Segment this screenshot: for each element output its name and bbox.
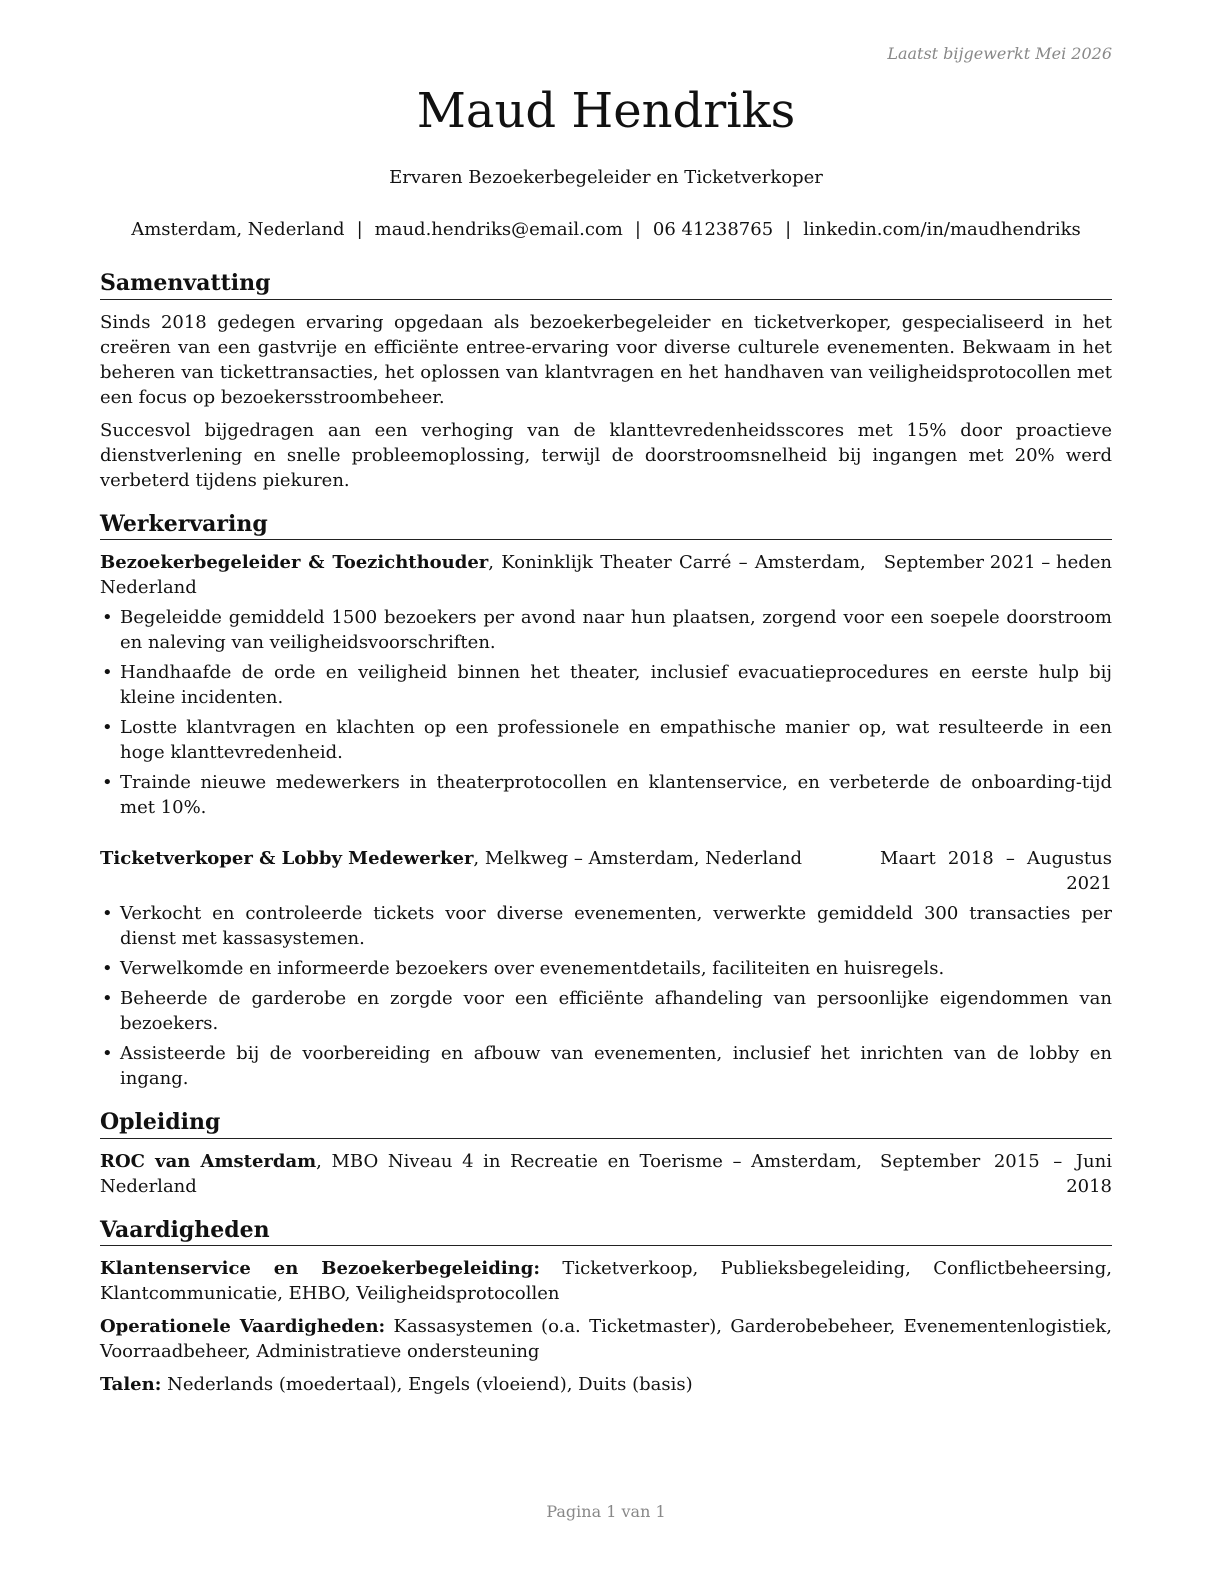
headline: Ervaren Bezoekerbegeleider en Ticketverkoper: [389, 167, 823, 188]
skill-group-label: Talen:: [100, 1374, 162, 1395]
job-entry: [100, 550, 1112, 820]
education-dates: September 2015 – Juni 2018: [880, 1150, 1112, 1197]
contact-email[interactable]: maud.hendriks@email.com: [374, 219, 623, 240]
skill-group-label: Operationele Vaardigheden:: [100, 1316, 386, 1337]
job-title-line: [100, 846, 880, 896]
job-header: [100, 550, 1112, 600]
page-number: Pagina 1 van 1: [546, 1502, 666, 1521]
contact-line: [100, 219, 1112, 240]
job-bullet: • Handhaafde de orde en veiligheid binnen het theater, inclusief evacuatieprocedures en eerste hulp bij kleine incidenten.: [100, 660, 1112, 710]
skills-section: [100, 1217, 1112, 1398]
job-header: [100, 846, 1112, 896]
contact-separator: |: [634, 219, 641, 240]
section-title-experience: Werkervaring: [100, 511, 1112, 541]
education-header: [100, 1149, 1112, 1199]
skill-group-value: Ticketverkoop, Publieksbegeleiding, Conflictbeheersing, Klantcommunicatie, EHBO, Veiligheidsprotocollen: [100, 1258, 1112, 1304]
job-dates: September 2021 – heden: [883, 552, 1112, 573]
job-bullet-list: [100, 901, 1112, 1091]
job-bullet: • Assisteerde bij de voorbereiding en afbouw van evenementen, inclusief het inrichten van de lobby en ingang.: [100, 1041, 1112, 1091]
job-entry: [100, 846, 1112, 1091]
section-title-education: Opleiding: [100, 1109, 1112, 1139]
education-school: ROC van Amsterdam: [100, 1150, 317, 1172]
resume-page: [100, 0, 1112, 1584]
education-program: , MBO Niveau 4 in Recreatie en Toerisme – Amsterdam, Nederland: [100, 1150, 862, 1197]
section-title-summary: Samenvatting: [100, 270, 1112, 300]
job-bullet: • Beheerde de garderobe en zorgde voor een efficiënte afhandeling van persoonlijke eigendommen van bezoekers.: [100, 986, 1112, 1036]
job-bullet: • Verkocht en controleerde tickets voor diverse evenementen, verwerkte gemiddeld 300 transacties per dienst met kassasystemen.: [100, 901, 1112, 951]
skill-group-value: Kassasystemen (o.a. Ticketmaster), Garderobebeheer, Evenementenlogistiek, Voorraadbeheer, Administratieve ondersteuning: [100, 1316, 1112, 1362]
job-bullet: • Verwelkomde en informeerde bezoekers over evenementdetails, faciliteiten en huisregels.: [100, 956, 1112, 981]
job-role: Ticketverkoper & Lobby Medewerker: [100, 848, 474, 869]
job-employer: , Melkweg – Amsterdam, Nederland: [473, 848, 802, 869]
education-section: [100, 1109, 1112, 1199]
resume-content: [100, 270, 1112, 1415]
job-bullet: • Trainde nieuwe medewerkers in theaterprotocollen en klantenservice, en verbeterde de onboarding-tijd met 10%.: [100, 770, 1112, 820]
job-dates: Maart 2018 – Augustus 2021: [880, 848, 1112, 894]
job-role: Bezoekerbegeleider & Toezichthouder: [100, 552, 489, 573]
summary-paragraph: Sinds 2018 gedegen ervaring opgedaan als bezoekerbegeleider en ticketverkoper, gespecialiseerd in het creëren van een gastvrije en efficiënte entree-ervaring voor diverse culturele evenementen. Bekwaam in het beheren van tickettransacties, het oplossen van klantvragen en het handhaven van veiligheidsprotocollen met een focus op bezoekersstroombeheer.: [100, 311, 1112, 408]
skill-group-label: Klantenservice en Bezoekerbegeleiding:: [100, 1258, 540, 1279]
contact-phone: 06 41238765: [652, 219, 774, 240]
summary-paragraph: Succesvol bijgedragen aan een verhoging van de klanttevredenheidsscores met 15% door proactieve dienstverlening en snelle probleemoplossing, terwijl de doorstroomsnelheid bij ingangen met 20% werd verbeterd tijdens piekuren.: [100, 419, 1112, 491]
contact-linkedin[interactable]: linkedin.com/in/maudhendriks: [803, 219, 1081, 240]
education-entry: [100, 1149, 1112, 1199]
job-bullet: • Begeleidde gemiddeld 1500 bezoekers per avond naar hun plaatsen, zorgend voor een soepele doorstroom en naleving van veiligheidsvoorschriften.: [100, 605, 1112, 655]
skill-group-value: Nederlands (moedertaal), Engels (vloeiend), Duits (basis): [161, 1374, 693, 1395]
skill-group: [100, 1314, 1112, 1364]
education-title-line: [100, 1149, 880, 1199]
section-title-skills: Vaardigheden: [100, 1217, 1112, 1247]
skill-group: [100, 1372, 1112, 1397]
last-updated: Laatst bijgewerkt Mei 2026: [887, 44, 1112, 63]
contact-separator: |: [356, 219, 363, 240]
experience-section: [100, 511, 1112, 1092]
job-bullet-list: [100, 605, 1112, 820]
contact-separator: |: [785, 219, 792, 240]
contact-location: Amsterdam, Nederland: [131, 219, 345, 240]
candidate-name: Maud Hendriks: [416, 83, 796, 139]
skill-group: [100, 1256, 1112, 1306]
job-employer: , Koninklijk Theater Carré – Amsterdam, Nederland: [100, 552, 866, 598]
summary-section: [100, 270, 1112, 493]
job-title-line: [100, 550, 884, 600]
job-bullet: • Lostte klantvragen en klachten op een professionele en empathische manier op, wat resulteerde in een hoge klanttevredenheid.: [100, 715, 1112, 765]
